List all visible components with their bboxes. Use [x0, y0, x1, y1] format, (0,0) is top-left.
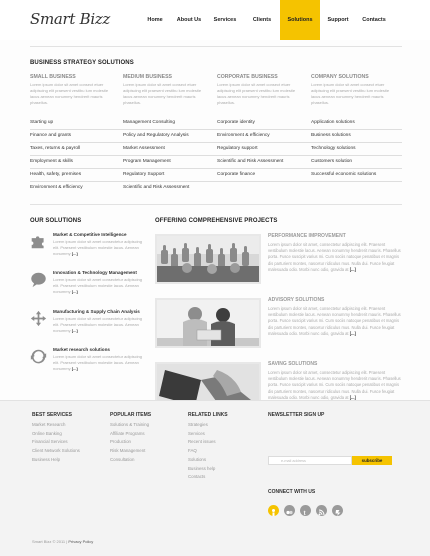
rss-icon[interactable] [316, 505, 327, 516]
footer-link[interactable]: Consultation [110, 456, 135, 462]
puzzle-icon [30, 233, 47, 250]
project-body: Lorem ipsum dolor sit amet, consectetur adipiscing elit. Praesent vestibulum molestie lacus. Aenean nonummy hendrerit mauris. Phasellus porta. Fusce suscipit varius mi. Cum sociis natoque penatibus et magnis dis parturient montes, nascetur ridiculus mus. Nulla dui. Fusce feugiat malesuada odio. Morbi nunc odio, gravida at [268, 306, 401, 336]
twitter-icon[interactable] [300, 505, 311, 516]
solution-text [53, 316, 149, 334]
newsletter-head: NEWSLETTER SIGN UP [268, 412, 325, 418]
strategy-link-row [30, 143, 402, 156]
nav-clients[interactable]: Clients [252, 17, 272, 23]
subscribe-button[interactable]: subscribe [352, 456, 392, 465]
solution-body: Lorem ipsum dolor sit amet consectetur adipiscing elit. Praesent vestibulum molestie lacus. Aenean nonummy [53, 239, 142, 256]
footer-link[interactable]: Financial Services [32, 439, 68, 445]
strategy-column-head: CORPORATE BUSINESS [217, 74, 278, 80]
read-more-link[interactable]: [...] [71, 289, 78, 294]
strategy-link[interactable]: Market Assessment [123, 146, 165, 151]
footer-link[interactable]: Business Help [32, 456, 61, 462]
solution-body: Lorem ipsum dolor sit amet consectetur adipiscing elit. Praesent vestibulum molestie lacus. Aenean nonummy [53, 277, 142, 294]
strategy-column-text: Lorem ipsum dolor sit amet consect etuer adipiscing elit praesent vestibu lum molestie lacus aenean nonummy hendrerit mauris phasellus. [30, 82, 109, 105]
strategy-link[interactable]: Management Consulting [123, 120, 175, 125]
delicious-icon[interactable] [332, 505, 343, 516]
strategy-link-row [30, 156, 402, 169]
footer-link[interactable]: Client Network Solutions [32, 448, 80, 454]
footer-link[interactable]: Solutions & Training [110, 422, 150, 427]
footer-column-head: BEST SERVICES [32, 412, 72, 418]
project-image[interactable] [155, 234, 261, 284]
solution-body: Lorem ipsum dolor sit amet consectetur adipiscing elit. Praesent vestibulum molestie lacus. Aenean nonummy [53, 354, 142, 371]
nav-services[interactable]: Services [213, 17, 237, 23]
solution-text [53, 354, 149, 372]
logo[interactable]: Smart Bizz [30, 10, 111, 28]
strategy-link[interactable]: Customers solution [311, 159, 353, 164]
footer-column-head: RELATED LINKS [188, 412, 228, 418]
strategy-link-row [30, 117, 402, 130]
divider [30, 204, 402, 205]
strategy-link[interactable]: Scientific and Risk Assessment [123, 185, 190, 190]
strategy-link[interactable]: Taxes, returns & payroll [30, 146, 81, 151]
strategy-link[interactable]: Application solutions [311, 120, 355, 125]
strategy-link[interactable]: Regulatory support [217, 146, 258, 151]
strategy-link[interactable]: Business solutions [311, 133, 351, 138]
flickr-icon[interactable] [284, 505, 295, 516]
project-text [268, 242, 402, 273]
copyright [32, 539, 93, 544]
solution-text [53, 277, 149, 295]
read-more-link[interactable]: [...] [71, 251, 78, 256]
solution-item [30, 347, 146, 383]
thumbs-up-photo [157, 236, 259, 282]
read-more-link[interactable]: [...] [71, 328, 78, 333]
footer-link[interactable]: Business help [188, 465, 216, 471]
strategy-link-row [30, 130, 402, 143]
footer-link[interactable]: Risk Management [110, 448, 146, 454]
solution-title[interactable]: Innovation & Technology Management [53, 270, 137, 275]
strategy-link[interactable]: Employment & skills [30, 159, 73, 164]
footer-link-list [32, 421, 80, 465]
privacy-policy-link[interactable]: Privacy Policy [68, 539, 94, 544]
strategy-link[interactable]: Corporate identity [217, 120, 255, 125]
footer-link[interactable]: Production [110, 439, 131, 445]
footer-link[interactable]: Contacts [188, 474, 206, 480]
nav-contacts[interactable]: Contacts [362, 17, 386, 23]
strategy-link[interactable]: Technology solutions [311, 146, 356, 151]
solution-text [53, 239, 149, 257]
strategy-link[interactable]: Starting up [30, 120, 54, 125]
project-image[interactable] [155, 298, 261, 348]
solution-item [30, 270, 146, 306]
footer-link[interactable]: Strategies [188, 422, 208, 427]
solution-title[interactable]: Market research solutions [53, 347, 110, 352]
women-photo [157, 300, 259, 346]
strategy-link[interactable]: Finance and grants [30, 133, 72, 138]
strategy-link-row [30, 182, 402, 195]
project-body: Lorem ipsum dolor sit amet, consectetur adipiscing elit. Praesent vestibulum molestie lacus. Aenean nonummy hendrerit mauris. Phasellus porta. Fusce suscipit varius mi. Cum sociis natoque penatibus et magnis dis parturient montes, nascetur ridiculus mus. Nulla dui. Fusce feugiat malesuada odio. Morbi nunc odio, gravida at [268, 370, 401, 400]
nav-solutions[interactable]: Solutions [280, 0, 320, 40]
footer-link[interactable]: Solutions [188, 456, 207, 462]
strategy-column-head: SMALL BUSINESS [30, 74, 76, 80]
solution-item [30, 232, 146, 268]
strategy-column-text: Lorem ipsum dolor sit amet consect etuer adipiscing elit praesent vestibu lum molestie lacus aenean nonummy hendrerit mauris phasellus. [123, 82, 202, 105]
footer-link[interactable]: Online Banking [32, 430, 62, 436]
divider [30, 46, 402, 47]
project-title[interactable]: ADVISORY SOLUTIONS [268, 297, 325, 303]
person-icon[interactable] [268, 505, 279, 516]
strategy-link[interactable]: Policy and Regulatory Analysis [123, 133, 189, 138]
footer-link[interactable]: Affiliate Programs [110, 430, 145, 436]
read-more-link[interactable]: [...] [349, 266, 356, 272]
strategy-link[interactable]: Environment & efficiency [30, 185, 83, 190]
footer-link[interactable]: Recent issues [188, 439, 216, 445]
copyright-text: Smart Bizz © 2011 | [32, 539, 68, 544]
main-nav [138, 0, 392, 40]
solution-item [30, 309, 146, 345]
project-title[interactable]: PERFORMANCE IMPROVEMENT [268, 233, 346, 239]
read-more-link[interactable]: [...] [349, 330, 356, 336]
strategy-column-head: MEDIUM BUSINESS [123, 74, 172, 80]
footer-column-head: POPULAR ITEMS [110, 412, 152, 418]
solution-title[interactable]: Market & Competitive Intelligence [53, 232, 127, 237]
chat-icon [30, 271, 47, 288]
refresh-icon [30, 348, 47, 365]
newsletter-email-input[interactable]: e-mail address [268, 456, 352, 465]
strategy-link[interactable]: Successful economic solutions [311, 172, 377, 177]
read-more-link[interactable]: [...] [349, 394, 356, 400]
strategy-column-text: Lorem ipsum dolor sit amet consect etuer adipiscing elit praesent vestibu lum molestie lacus aenean nonummy hendrerit mauris phasellus. [217, 82, 296, 105]
strategy-column-head: COMPANY SOLUTIONS [311, 74, 369, 80]
project-text [268, 370, 402, 401]
footer-link-list [110, 421, 149, 465]
strategy-link[interactable]: Corporate finance [217, 172, 256, 177]
nav-support[interactable]: Support [327, 17, 349, 23]
strategy-link[interactable]: Environment & efficiency [217, 133, 270, 138]
arrows-icon [30, 310, 47, 327]
connect-head: CONNECT WITH US [268, 489, 316, 495]
strategy-link[interactable]: Regulatory Support [123, 172, 165, 177]
strategy-title: BUSINESS STRATEGY SOLUTIONS [30, 60, 134, 66]
strategy-link[interactable]: Scientific and Risk Assessment [217, 159, 284, 164]
strategy-link-row [30, 169, 402, 182]
offering-title: OFFERING COMPREHENSIVE PROJECTS [155, 218, 278, 224]
header [0, 0, 430, 40]
footer-link[interactable]: Services [188, 430, 205, 436]
footer-link-list [188, 421, 216, 482]
project-text [268, 306, 402, 337]
read-more-link[interactable]: [...] [71, 366, 78, 371]
strategy-column-text: Lorem ipsum dolor sit amet consect etuer adipiscing elit praesent vestibu lum molestie lacus aenean nonummy hendrerit mauris phasellus. [311, 82, 390, 105]
solution-title[interactable]: Manufacturing & Supply Chain Analysis [53, 309, 140, 314]
solution-body: Lorem ipsum dolor sit amet consectetur adipiscing elit. Praesent vestibulum molestie lacus. Aenean nonummy [53, 316, 142, 333]
project-title[interactable]: SAVING SOLUTIONS [268, 361, 318, 367]
project-body: Lorem ipsum dolor sit amet, consectetur adipiscing elit. Praesent vestibulum molestie lacus. Aenean nonummy hendrerit mauris. Phasellus porta. Fusce suscipit varius mi. Cum sociis natoque penatibus et magnis dis parturient montes, nascetur ridiculus mus. Nulla dui. Fusce feugiat malesuada odio. Morbi nunc odio, gravida at [268, 242, 401, 272]
footer-link[interactable]: Market Research [32, 422, 66, 427]
nav-home[interactable]: Home [147, 17, 163, 23]
nav-about-us[interactable]: About Us [176, 17, 202, 23]
strategy-link[interactable]: Program Management [123, 159, 171, 164]
footer-link[interactable]: FAQ [188, 448, 197, 454]
our-solutions-title: OUR SOLUTIONS [30, 218, 82, 224]
svg-text:t: t [303, 511, 306, 517]
strategy-link[interactable]: Health, safety, premises [30, 172, 82, 177]
